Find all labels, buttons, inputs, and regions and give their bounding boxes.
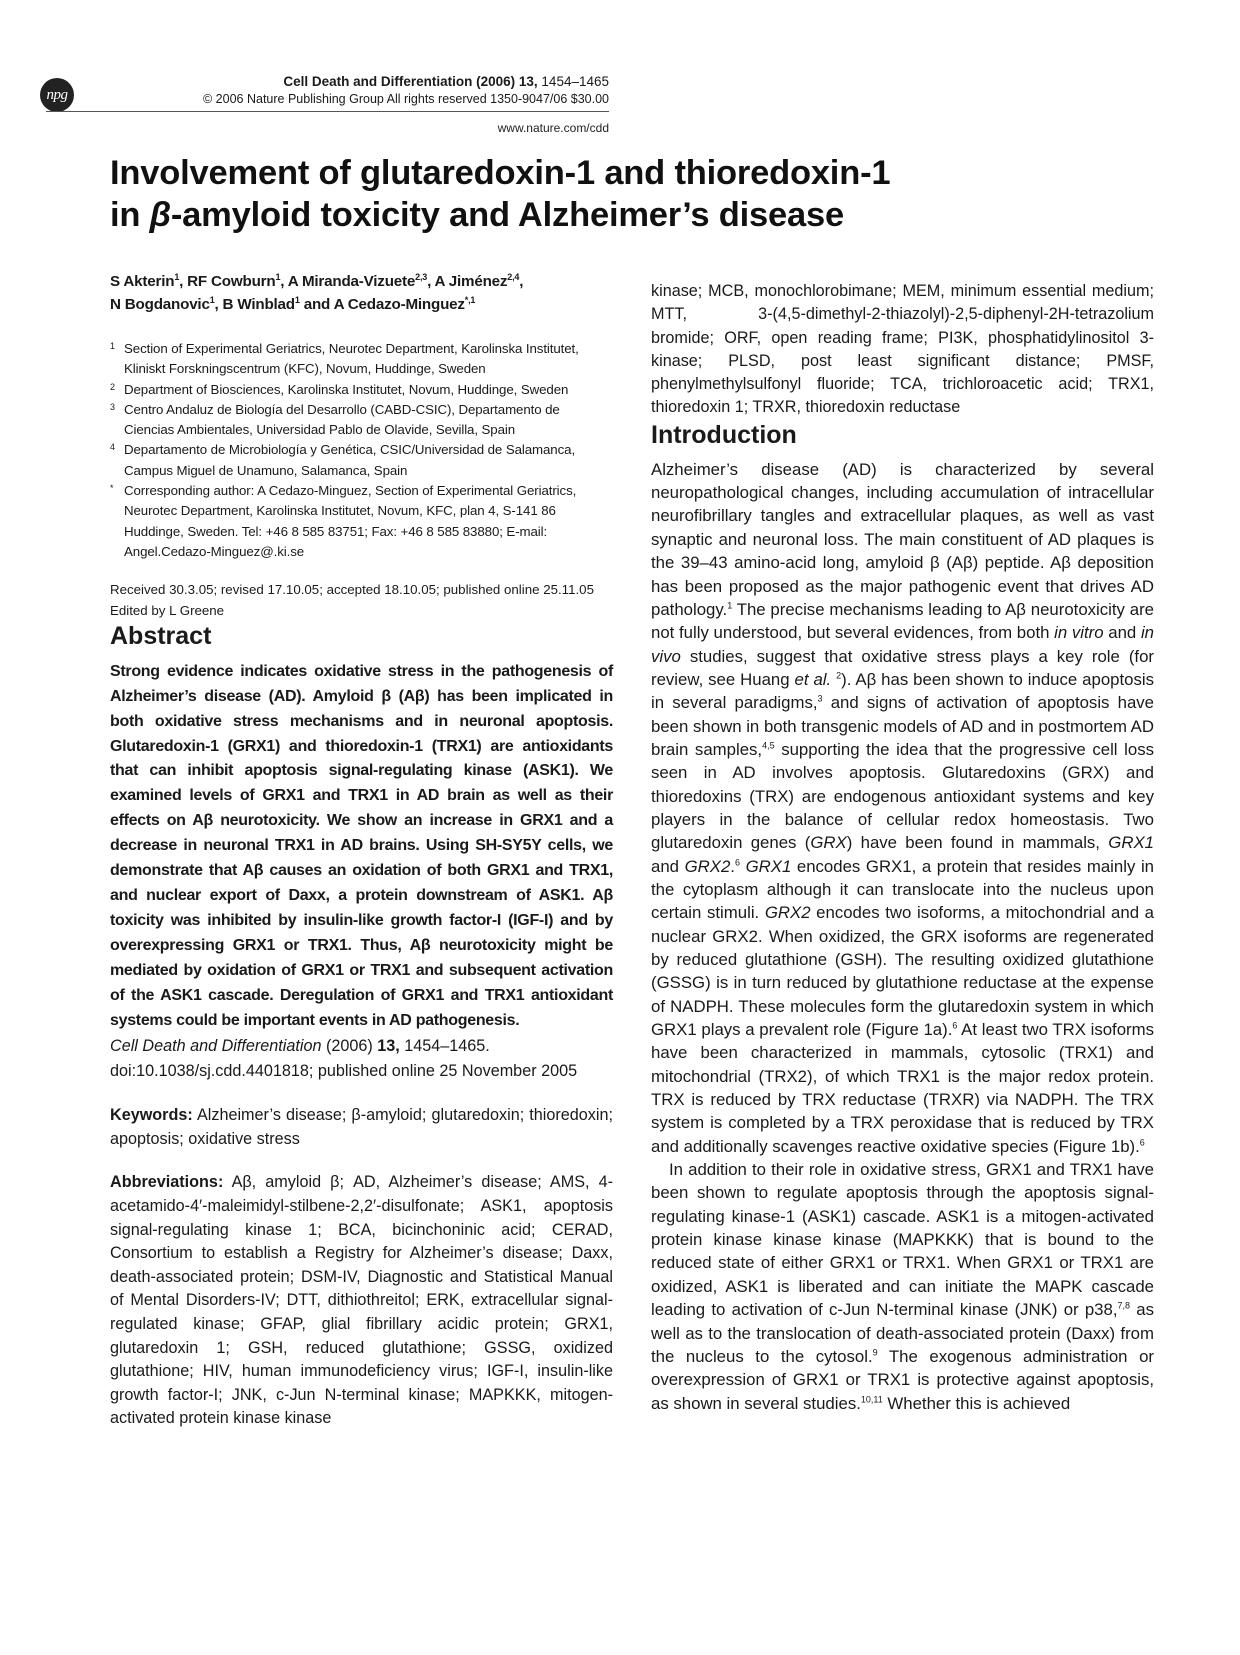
- abbreviations-continued: kinase; MCB, monochlorobimane; MEM, minimum essential medium; MTT, 3-(4,5-dimethyl-2-thiazolyl)-2,5-diphenyl-2H-tetrazolium bromide; ORF, open reading frame; PI3K, phosphatidylinositol 3-kinase; PLSD, post least significant distance; PMSF, phenylmethylsulfonyl fluoride; TCA, trichloroacetic acid; TRX1, thioredoxin 1; TRXR, thioredoxin reductase: [651, 282, 1154, 417]
- author-affil-mark: 1: [174, 271, 180, 282]
- author: , B Winblad: [214, 296, 295, 313]
- journal-pages: 1454–1465: [537, 74, 609, 89]
- author: , A Jiménez: [427, 273, 508, 290]
- reference-mark[interactable]: 2: [836, 670, 842, 681]
- introduction-heading: Introduction: [651, 420, 797, 449]
- text-run: and: [1103, 623, 1141, 643]
- author-list: [110, 270, 613, 316]
- italic-run: GRX2: [684, 856, 731, 876]
- affiliation-item: [110, 400, 613, 441]
- article-dates: [110, 580, 613, 621]
- italic-run: et al.: [794, 669, 832, 689]
- text-run: At least two TRX isoforms have been characterized in mammals, cytosolic (TRX1) and mitochondrial (TRX2), of which TRX1 is the major redox protein. TRX is reduced by TRX reductase (TRXR) via NADPH. The TRX system is completed by a TRX peroxidase that is reduced by TRX and additionally scavenges reactive oxidative species (Figure 1b).: [651, 1020, 1154, 1156]
- text-run: ) have been found in mammals,: [846, 833, 1109, 853]
- title-line-1: Involvement of glutaredoxin-1 and thioredoxin-1: [110, 154, 891, 192]
- received-dates: Received 30.3.05; revised 17.10.05; accepted 18.10.05; published online 25.11.05: [110, 582, 594, 598]
- header-divider: [46, 111, 609, 112]
- author-separator: ,: [519, 273, 524, 290]
- affiliation-text: Departamento de Microbiología y Genética, CSIC/Universidad de Salamanca, Campus Miguel de Unamuno, Salamanca, Spain: [124, 442, 576, 478]
- italic-run: GRX1: [1108, 833, 1154, 853]
- citation-volume: 13,: [377, 1037, 400, 1056]
- citation-doi[interactable]: doi:10.1038/sj.cdd.4401818; published online 25 November 2005: [110, 1062, 578, 1081]
- abstract-text: Strong evidence indicates oxidative stress in the pathogenesis of Alzheimer’s disease (AD). Amyloid β (Aβ) has been implicated in both oxidative stress mechanisms and in neuronal apoptosis. Glutaredoxin-1 (GRX1) and thioredoxin-1 (TRX1) are antioxidants that can inhibit apoptosis signal-regulating kinase (ASK1). We examined levels of GRX1 and TRX1 in AD brain as well as their effects on Aβ neurotoxicity. We show an increase in GRX1 and a decrease in neuronal TRX1 in AD brains. Using SH-SY5Y cells, we demonstrate that Aβ causes an oxidation of both GRX1 and TRX1, and nuclear export of Daxx, a protein downstream of ASK1. Aβ toxicity was inhibited by insulin-like growth factor-I (IGF-I) and by overexpressing GRX1 or TRX1. Thus, Aβ neurotoxicity might be mediated by oxidation of GRX1 or TRX1 and subsequent activation of the ASK1 cascade. Deregulation of GRX1 and TRX1 antioxidant systems could be important events in AD pathogenesis.: [110, 662, 613, 1029]
- title-line-2-rest: -amyloid toxicity and Alzheimer’s disease: [170, 196, 844, 234]
- text-run: ). Aβ has been shown to induce apoptosis in several paradigms,: [651, 669, 1154, 713]
- author-affil-mark: 2,4: [507, 271, 520, 282]
- title-beta-symbol: β: [149, 196, 171, 234]
- citation-year: (2006): [321, 1037, 378, 1056]
- intro-paragraph-1: [651, 458, 1154, 1158]
- corresponding-author: [110, 481, 613, 562]
- text-run: as well as to the translocation of death-associated protein (Daxx) from the nucleus to the cytosol.: [651, 1300, 1154, 1366]
- affiliation-item: [110, 339, 613, 380]
- author-affil-mark: 1: [209, 294, 215, 305]
- affiliation-mark: 3: [110, 401, 115, 412]
- author: , A Miranda-Vizuete: [280, 273, 416, 290]
- article-title: [110, 152, 1130, 236]
- affiliation-mark: 1: [110, 341, 115, 351]
- reference-mark[interactable]: 4,5: [762, 740, 775, 751]
- keywords: [110, 1104, 613, 1151]
- reference-mark[interactable]: 10,11: [860, 1393, 883, 1404]
- journal-url[interactable]: www.nature.com/cdd: [497, 121, 609, 135]
- text-run: The precise mechanisms leading to Aβ neurotoxicity are not fully understood, but several evidences, from both: [651, 599, 1154, 643]
- affiliation-text: Corresponding author: A Cedazo-Minguez, Section of Experimental Geriatrics, Neurotec Department, Karolinska Institutet, Novum, KFC, plan 4, S-141 86 Huddinge, Sweden. Tel: +46 8 585 83751; Fax: +46 8 585 83880; E-mail: Angel.Cedazo-Minguez@.ki.se: [124, 483, 577, 559]
- journal-citation-header: [283, 74, 609, 89]
- text-run: encodes two isoforms, a mitochondrial and a nuclear GRX2. When oxidized, the GRX isoforms are regenerated by reduced glutathione (GSH). The resulting oxidized glutathione (GSSG) is in turn reduced by glutathione reductase at the expense of NADPH. These molecules form the glutaredoxin system in which GRX1 plays a prevalent role (Figure 1a).: [651, 903, 1155, 1040]
- npg-logo: npg: [40, 78, 74, 112]
- italic-run: in vivo: [651, 623, 1154, 666]
- italic-run: GRX2: [764, 903, 811, 923]
- affiliation-text: Centro Andaluz de Biología del Desarrollo (CABD-CSIC), Departamento de Ciencias Ambientales, Universidad Pablo de Olavide, Sevilla, Spain: [124, 401, 560, 438]
- author: N Bogdanovic: [110, 296, 210, 313]
- text-run: encodes GRX1, a protein that resides mainly in the cytoplasm although it can translocate into the nucleus upon certain stimuli.: [651, 856, 1155, 923]
- author: S Akterin: [110, 273, 175, 290]
- keywords-label: Keywords:: [110, 1106, 193, 1125]
- text-run: The exogenous administration or overexpression of GRX1 or TRX1 is protective against apoptosis, as shown in several studies.: [651, 1346, 1154, 1413]
- abstract-heading: Abstract: [110, 621, 212, 650]
- text-run: and signs of activation of apoptosis have been shown in both transgenic models of AD and in postmortem AD brain samples,: [651, 693, 1155, 759]
- affiliation-text: Section of Experimental Geriatrics, Neurotec Department, Karolinska Institutet, Kliniskt Forskningscentrum (KFC), Novum, Huddinge, Sweden: [124, 341, 579, 377]
- reference-mark[interactable]: 6: [734, 857, 740, 868]
- affiliations: [110, 339, 613, 562]
- citation-pages: 1454–1465.: [399, 1037, 490, 1056]
- text-run: supporting the idea that the progressive cell loss seen in AD involves apoptosis. Glutaredoxins (GRX) and thioredoxins (TRX) are endogenous antioxidant systems and key players in the balance of cellular redox homeostasis. Two glutaredoxin genes (: [651, 739, 1154, 853]
- affiliation-item: [110, 380, 613, 400]
- author-affil-mark: 2,3: [415, 271, 428, 282]
- reference-mark[interactable]: 6: [952, 1020, 958, 1031]
- affiliation-text: Department of Biosciences, Karolinska Institutet, Novum, Huddinge, Sweden: [124, 381, 569, 397]
- text-run: In addition to their role in oxidative stress, GRX1 and TRX1 have been shown to regulate apoptosis through the apoptosis signal-regulating kinase-1 (ASK1) cascade. ASK1 is a mitogen-activated protein kinase kinase kinase (MAPKKK) that is bound to the reduced state of either GRX1 or TRX1. When GRX1 or TRX1 are oxidized, ASK1 is liberated and can initiate the MAPK cascade leading to activation of c-Jun N-terminal kinase (JNK) or p38,: [651, 1160, 1154, 1320]
- citation-journal: Cell Death and Differentiation: [110, 1037, 322, 1056]
- affiliation-mark: *: [110, 483, 114, 494]
- citation: [110, 1034, 613, 1084]
- title-line-2-prefix: in: [110, 196, 150, 234]
- text-run: Whether this is achieved: [882, 1393, 1071, 1413]
- affiliation-mark: 2: [110, 381, 115, 392]
- text-run: Alzheimer’s disease (AD) is characterized by several neuropathological changes, including accumulation of intracellular neurofibrillary tangles and extracellular plaques, as well as vast synaptic and neuronal loss. The main constituent of AD plaques is the 39–43 amino-acid long, amyloid β (Aβ) peptide. Aβ deposition has been proposed as the major pathogenic event that drives AD pathology.: [651, 459, 1154, 619]
- text-run: .: [730, 856, 735, 876]
- affiliation-item: [110, 440, 613, 481]
- intro-paragraph-2: [651, 1158, 1154, 1415]
- copyright-line: © 2006 Nature Publishing Group All rights reserved 1350-9047/06 $30.00: [203, 92, 609, 106]
- reference-mark[interactable]: 3: [817, 693, 823, 704]
- author-affil-mark: *,1: [464, 294, 476, 305]
- author: , RF Cowburn: [179, 273, 276, 290]
- left-column: [110, 270, 613, 1431]
- affiliation-mark: 4: [110, 442, 115, 453]
- author-affil-mark: 1: [294, 294, 300, 305]
- reference-mark[interactable]: 6: [1139, 1137, 1145, 1148]
- italic-run: GRX: [810, 833, 847, 853]
- abbreviations-label: Abbreviations:: [110, 1173, 224, 1192]
- edited-by: Edited by L Greene: [110, 602, 225, 618]
- reference-mark[interactable]: 9: [872, 1347, 878, 1358]
- text-run: studies, suggest that oxidative stress plays a key role (for review, see Huang: [651, 646, 1154, 689]
- abbreviations: [110, 1171, 613, 1431]
- reference-mark[interactable]: 7,8: [1117, 1300, 1131, 1311]
- text-run: and: [651, 856, 685, 876]
- italic-run: in vitro: [1054, 623, 1104, 643]
- reference-mark[interactable]: 1: [727, 600, 733, 611]
- author-affil-mark: 1: [275, 271, 281, 282]
- italic-run: GRX1: [745, 856, 792, 876]
- right-column: [651, 280, 1154, 1415]
- author: and A Cedazo-Minguez: [299, 296, 465, 313]
- journal-name: Cell Death and Differentiation (2006) 13,: [283, 74, 538, 89]
- abbreviations-text: Aβ, amyloid β; AD, Alzheimer’s disease; AMS, 4-acetamido-4′-maleimidyl-stilbene-2,2′-disulfonate; ASK1, apoptosis signal-regulating kinase 1; BCA, bicinchoninic acid; CERAD, Consortium to establish a Registry for Alzheimer’s disease; Daxx, death-associated protein; DSM-IV, Diagnostic and Statistical Manual of Mental Disorders-IV; DTT, dithiothreitol; ERK, extracellular signal-regulated kinase; GFAP, glial fibrillary acidic protein; GRX1, glutaredoxin 1; GSH, reduced glutathione; GSSG, oxidized glutathione; HIV, human immunodeficiency virus; IGF-I, insulin-like growth factor-I; JNK, c-Jun N-terminal kinase; MAPKKK, mitogen-activated protein kinase kinase: [110, 1173, 613, 1428]
- keywords-text: Alzheimer’s disease; β-amyloid; glutaredoxin; thioredoxin; apoptosis; oxidative stress: [110, 1106, 613, 1148]
